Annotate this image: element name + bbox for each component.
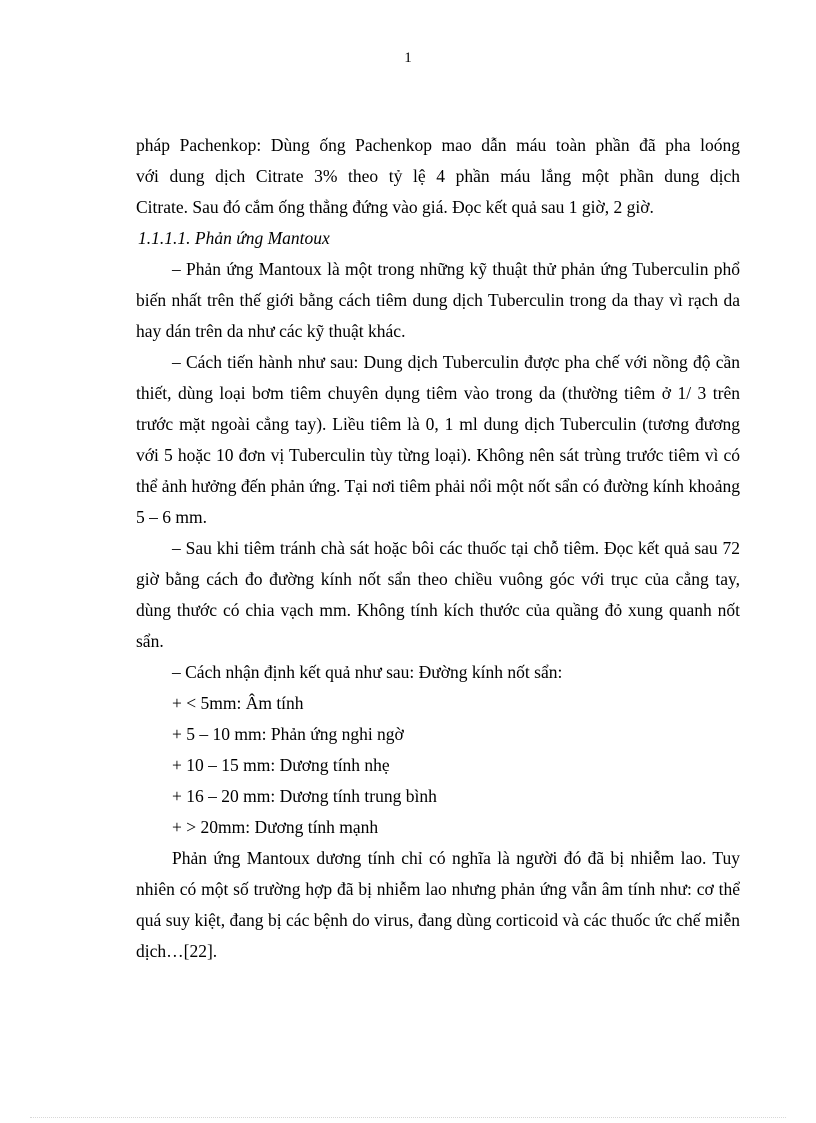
list-item: + 5 – 10 mm: Phản ứng nghi ngờ	[172, 724, 404, 744]
page-number: 1	[404, 50, 412, 66]
paragraph-line: với dung dịch Citrate 3% theo tỷ lệ 4 phần máu lắng một phần dung dịch	[136, 166, 740, 186]
list-item: + 16 – 20 mm: Dương tính trung bình	[172, 786, 437, 806]
list-item: + > 20mm: Dương tính mạnh	[172, 817, 379, 837]
paragraph-line: pháp Pachenkop: Dùng ống Pachenkop mao dẫn máu toàn phần đã pha loóng	[136, 135, 740, 155]
paragraph: – Cách tiến hành như sau: Dung dịch Tuberculin được pha chế với nồng độ cần thiết, dùng loại bơm tiêm chuyên dụng tiêm vào trong da (thường tiêm ở 1/ 3 trên trước mặt ngoài cẳng tay). Liều tiêm là 0, 1 ml dung dịch Tuberculin (tương đương với 5 hoặc 10 đơn vị Tuberculin tùy từng loại). Không nên sát trùng trước tiêm vì có thể ảnh hưởng đến phản ứng. Tại nơi tiêm phải nổi một nốt sẩn có đường kính khoảng 5 – 6 mm.	[136, 352, 740, 527]
paragraph: – Sau khi tiêm tránh chà sát hoặc bôi các thuốc tại chỗ tiêm. Đọc kết quả sau 72 giờ bằng cách đo đường kính nốt sẩn theo chiều vuông góc với trục của cẳng tay, dùng thước có chia vạch mm. Không tính kích thước của quầng đỏ xung quanh nốt sẩn.	[136, 538, 740, 651]
list-item: + 10 – 15 mm: Dương tính nhẹ	[172, 755, 390, 775]
paragraph: – Phản ứng Mantoux là một trong những kỹ thuật thử phản ứng Tuberculin phổ biến nhất trên thế giới bằng cách tiêm dung dịch Tuberculin trong da thay vì rạch da hay dán trên da như các kỹ thuật khác.	[136, 259, 740, 341]
paragraph: – Cách nhận định kết quả như sau: Đường kính nốt sẩn:	[172, 662, 563, 682]
document-body	[136, 130, 740, 967]
page-bottom-rule	[30, 1117, 786, 1118]
list-item: + < 5mm: Âm tính	[172, 693, 304, 713]
paragraph-line: Citrate. Sau đó cắm ống thẳng đứng vào giá. Đọc kết quả sau 1 giờ, 2 giờ.	[136, 197, 654, 217]
paragraph: Phản ứng Mantoux dương tính chỉ có nghĩa là người đó đã bị nhiễm lao. Tuy nhiên có một số trường hợp đã bị nhiễm lao nhưng phản ứng vẫn âm tính như: cơ thể quá suy kiệt, đang bị các bệnh do virus, đang dùng corticoid và các thuốc ức chế miễn dịch…[22].	[136, 848, 740, 961]
section-heading: 1.1.1.1. Phản ứng Mantoux	[138, 228, 330, 248]
